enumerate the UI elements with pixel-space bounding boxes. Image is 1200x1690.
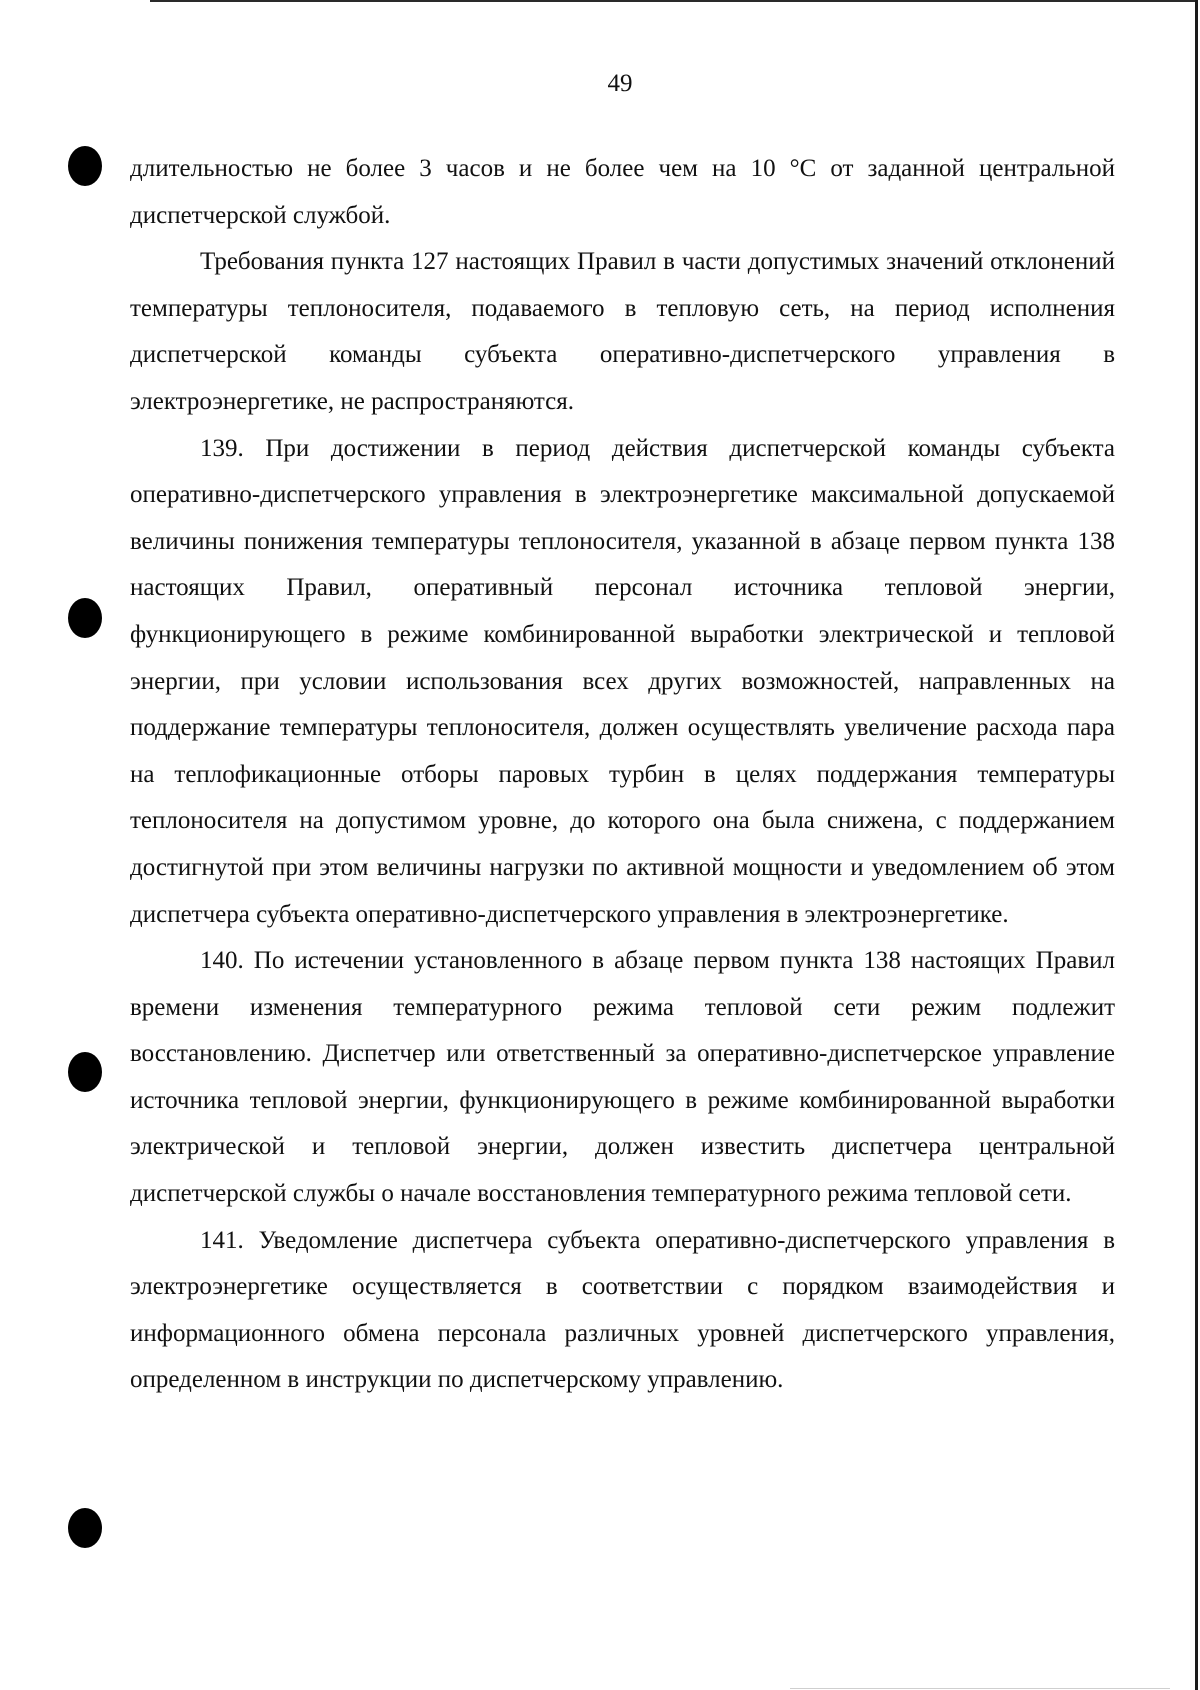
punch-hole-4 [68, 1508, 102, 1548]
punch-hole-3 [68, 1052, 102, 1092]
scan-artifact-line [790, 1688, 1170, 1689]
scan-right-edge [1195, 0, 1198, 1690]
paragraph-item-139: 139. При достижении в период действия диспетчерской команды субъекта оперативно-диспетчерского управления в электроэнергетике максимальной допускаемой величины понижения температуры теплоносителя, указанной в абзаце первом пункта 138 настоящих Правил, оперативный персонал источника тепловой энергии, функционирующего в режиме комбинированной выработки электрической и тепловой энергии, при условии использования всех других возможностей, направленных на поддержание температуры теплоносителя, должен осуществлять увеличение расхода пара на теплофикационные отборы паровых турбин в целях поддержания температуры теплоносителя на допустимом уровне, до которого она была снижена, с поддержанием достигнутой при этом величины нагрузки по активной мощности и уведомлением об этом диспетчера субъекта оперативно-диспетчерского управления в электроэнергетике. [130, 434, 1115, 928]
page-number: 49 [607, 70, 633, 97]
paragraph-item-141: 141. Уведомление диспетчера субъекта оперативно-диспетчерского управления в электроэнергетике осуществляется в соответствии с порядком взаимодействия и информационного обмена персонала различных уровней диспетчерского управления, определенном в инструкции по диспетчерскому управлению. [130, 1226, 1115, 1394]
punch-hole-2 [68, 598, 102, 638]
paragraph-requirements-127: Требования пункта 127 настоящих Правил в части допустимых значений отклонений температуры теплоносителя, подаваемого в тепловую сеть, на период исполнения диспетчерской команды субъекта оперативно-диспетчерского управления в электроэнергетике, не распространяются. [130, 248, 1115, 415]
punch-hole-1 [68, 146, 102, 186]
paragraph-continuation: длительностью не более 3 часов и не более чем на 10 °С от заданной центральной диспетчерской службой. [130, 155, 1115, 229]
document-body [130, 146, 1115, 1404]
paragraph-item-140: 140. По истечении установленного в абзаце первом пункта 138 настоящих Правил времени изменения температурного режима тепловой сети режим подлежит восстановлению. Диспетчер или ответственный за оперативно-диспетчерское управление источника тепловой энергии, функционирующего в режиме комбинированной выработки электрической и тепловой энергии, должен известить диспетчера центральной диспетчерской службы о начале восстановления температурного режима тепловой сети. [130, 947, 1115, 1208]
scan-top-edge [150, 0, 1198, 2]
